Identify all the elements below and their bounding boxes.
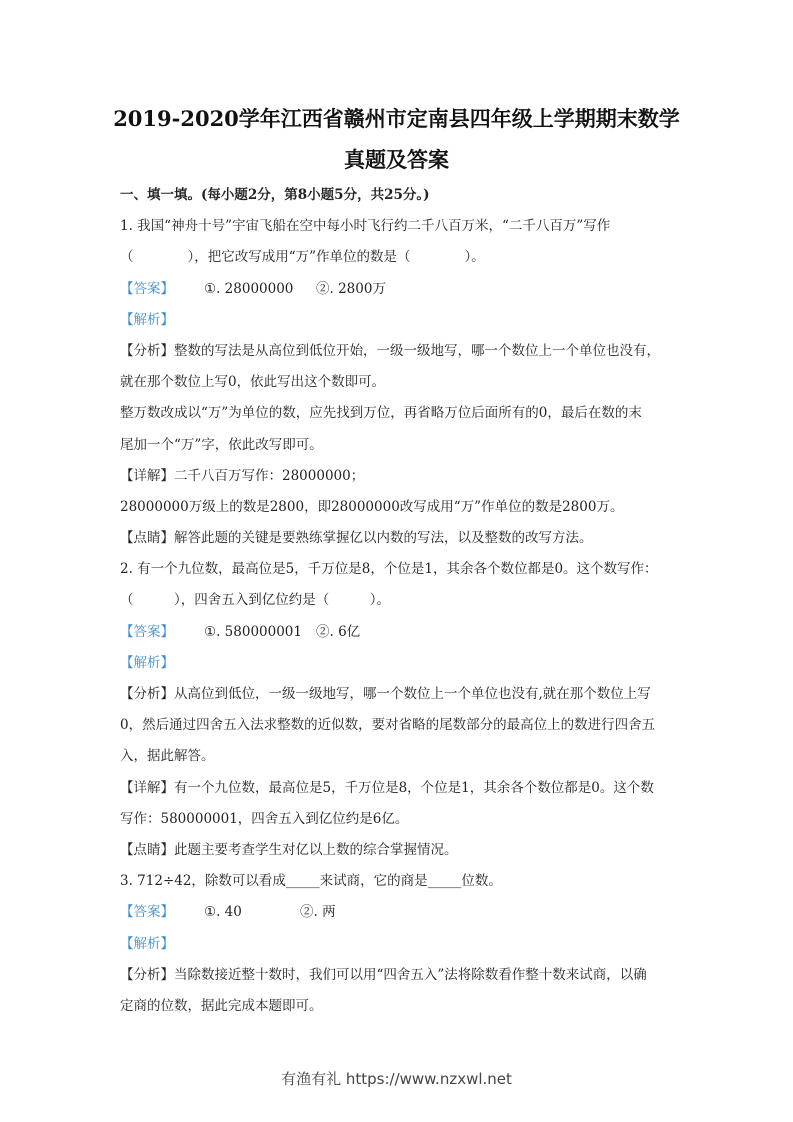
xiangjie-label: 【详解】 (120, 467, 174, 484)
analysis-label: 【解析】 (120, 311, 174, 328)
question-1-fenxi (120, 336, 680, 367)
fenxi-label: 【分析】 (120, 342, 174, 359)
document-body (120, 180, 680, 1022)
fenxi-text: 整万数改成以“万”为单位的数，应先找到万位，再省略万位后面所有的0，最后在数的末 (120, 405, 642, 422)
answer-1: ①. 580000001 (204, 623, 302, 640)
analysis-label: 【解析】 (120, 935, 174, 952)
question-3-fenxi (120, 960, 680, 991)
fenxi-text: 0，然后通过四舍五入法求整数的近似数，要对省略的尾数部分的最高位上的数进行四舍五 (120, 717, 656, 734)
fenxi-text: 尾加一个“万”字，依此改写即可。 (120, 436, 323, 453)
section-heading: 一、填一填。(每小题2分，第8小题5分，共25分。) (120, 187, 430, 203)
answer-2: ②. 两 (300, 904, 336, 921)
question-1-xiangjie (120, 461, 680, 492)
xiangjie-text: 28000000万级上的数是2800，即28000000改写成用“万”作单位的数是2800万。 (120, 498, 624, 515)
question-2-fenxi (120, 679, 680, 710)
question-2-text-cont: （ ），四舍五入到亿位约是（ ）。 (120, 592, 390, 609)
question-1-answer (120, 274, 680, 305)
document-title-line2: 真题及答案 (344, 147, 449, 172)
question-1-dianjing (120, 523, 680, 554)
footer-watermark: 有渔有礼 https://www.nzxwl.net (281, 1070, 512, 1088)
document-title-line1: 2019-2020学年江西省赣州市定南县四年级上学期期末数学 (113, 106, 680, 131)
xiangjie-text: 二千八百万写作：28000000； (174, 467, 365, 484)
xiangjie-text: 有一个九位数，最高位是5，千万位是8，个位是1，其余各个数位都是0。这个数 (174, 779, 654, 796)
dianjing-text: 此题主要考查学生对亿以上数的综合掌握情况。 (174, 841, 458, 858)
question-3-text: 3. 712÷42，除数可以看成_____来试商，它的商是_____位数。 (120, 873, 502, 890)
dianjing-label: 【点睛】 (120, 841, 174, 858)
fenxi-label: 【分析】 (120, 966, 174, 983)
answer-label: 【答案】 (120, 280, 174, 297)
analysis-label: 【解析】 (120, 654, 174, 671)
answer-2: ②. 2800万 (316, 280, 386, 297)
xiangjie-text: 写作：580000001，四舍五入到亿位约是6亿。 (120, 810, 409, 827)
answer-label: 【答案】 (120, 623, 174, 640)
question-2-text: 2. 有一个九位数，最高位是5，千万位是8，个位是1，其余各个数位都是0。这个数写作： (120, 561, 658, 578)
fenxi-label: 【分析】 (120, 686, 174, 702)
question-2-answer (120, 617, 680, 648)
fenxi-text: 入，据此解答。 (120, 748, 215, 765)
dianjing-text: 解答此题的关键是要熟练掌握亿以内数的写法，以及整数的改写方法。 (174, 530, 593, 547)
fenxi-text: 当除数接近整十数时，我们可以用“四舍五入”法将除数看作整十数来试商，以确 (174, 966, 647, 983)
question-2-dianjing (120, 835, 680, 866)
fenxi-text: 定商的位数，据此完成本题即可。 (120, 997, 323, 1014)
question-1-text-cont: （ ），把它改写成用“万”作单位的数是（ ）。 (120, 249, 485, 266)
answer-2: ②. 6亿 (316, 623, 361, 640)
dianjing-label: 【点睛】 (120, 530, 174, 547)
answer-label: 【答案】 (120, 904, 174, 921)
question-2-xiangjie (120, 773, 680, 804)
answer-1: ①. 40 (204, 904, 242, 921)
xiangjie-label: 【详解】 (120, 779, 174, 796)
question-3-answer (120, 897, 680, 928)
fenxi-text: 从高位到低位，一级一级地写，哪一个数位上一个单位也没有,就在那个数位上写 (174, 686, 651, 702)
fenxi-text: 整数的写法是从高位到低位开始，一级一级地写，哪一个数位上一个单位也没有， (174, 342, 660, 359)
answer-1: ①. 28000000 (204, 280, 294, 297)
fenxi-text: 就在那个数位上写0，依此写出这个数即可。 (120, 374, 386, 391)
question-1-text: 1. 我国“神舟十号”宇宙飞船在空中每小时飞行约二千八百万米，“二千八百万”写作 (120, 218, 611, 235)
